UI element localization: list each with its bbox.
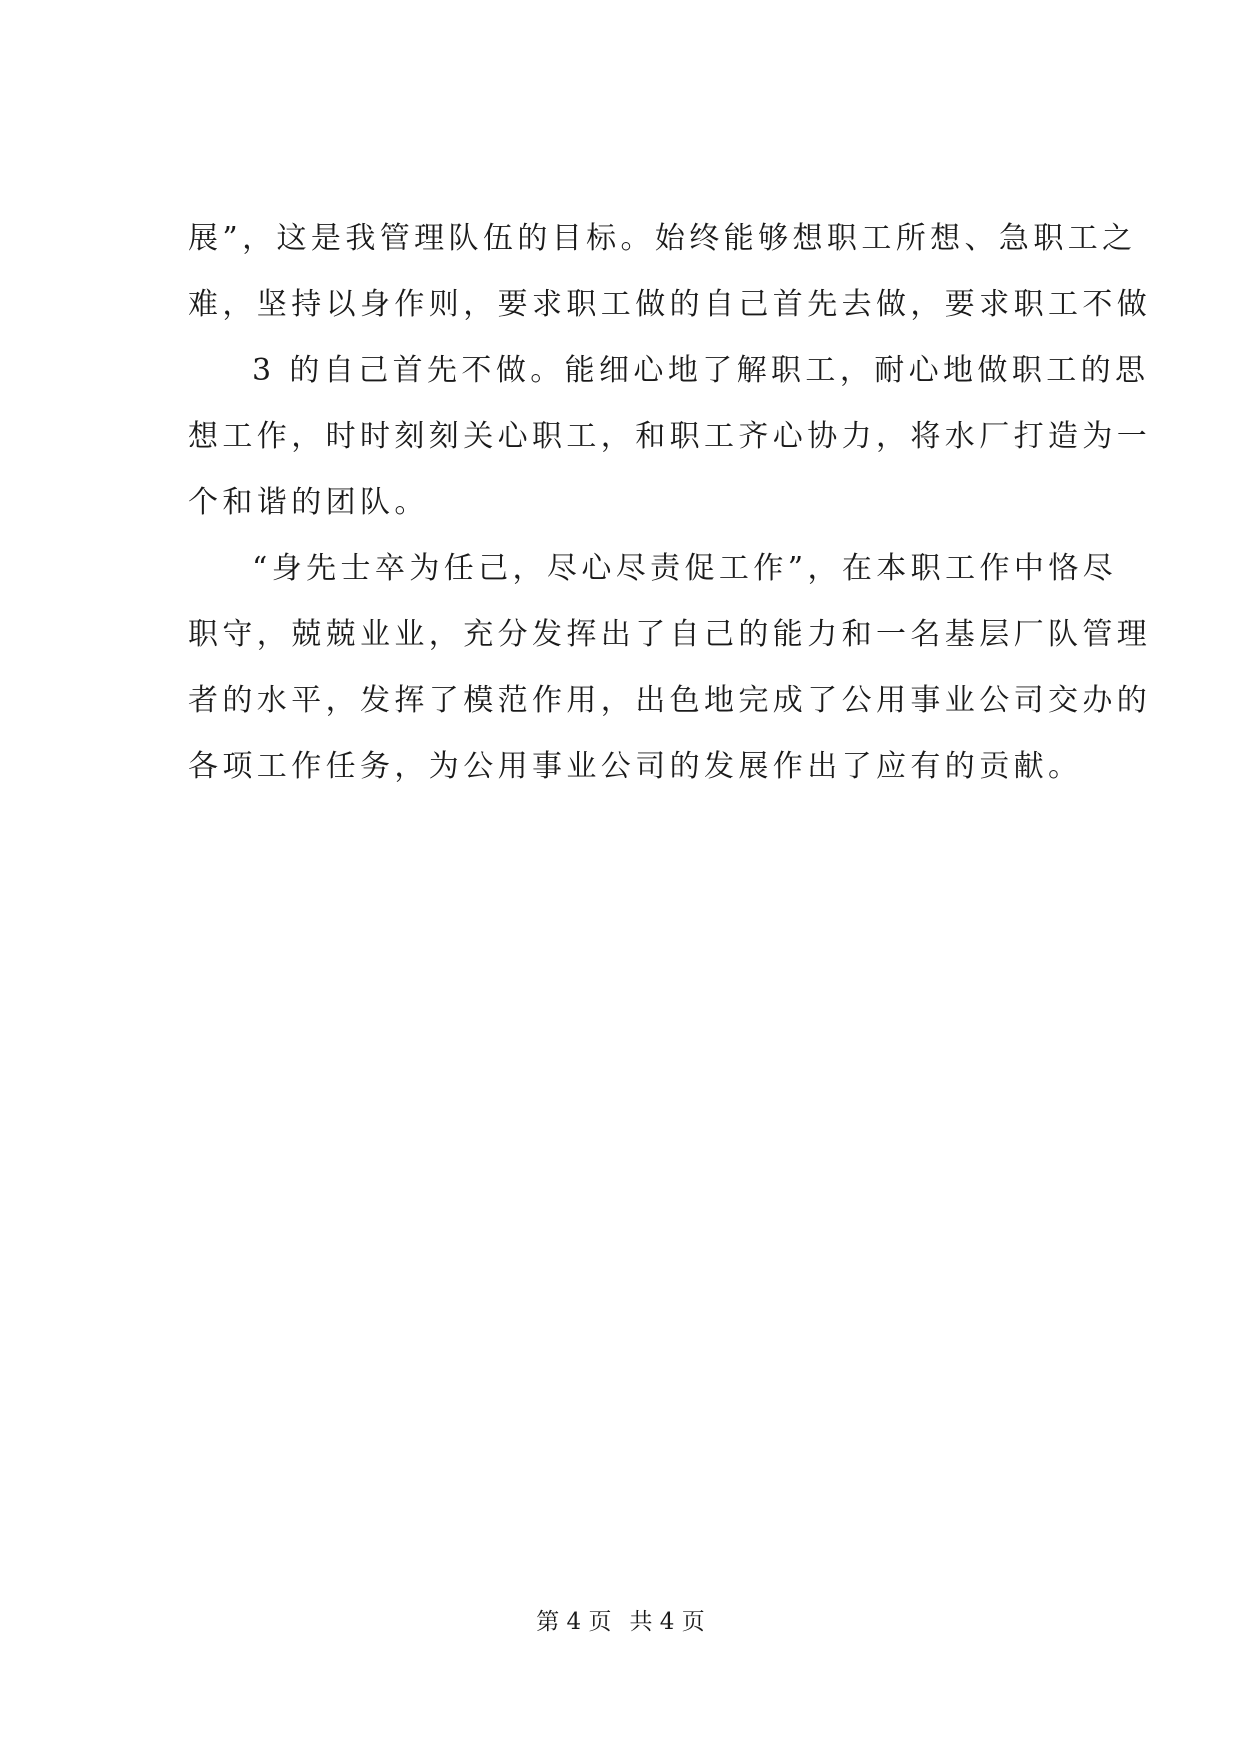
paragraph-line: 个和谐的团队。 [188,485,429,520]
paragraph-line: 者的水平，发挥了模范作用，出色地完成了公用事业公司交办的 [188,683,1152,718]
paragraph-line: 各项工作任务，为公用事业公司的发展作出了应有的贡献。 [188,749,1083,784]
page-footer [0,1607,1241,1637]
paragraph-line: 3 的自己首先不做。能细心地了解职工，耐心地做职工的思 [252,353,1150,388]
page-total: 共 4 页 [629,1609,705,1635]
paragraph-line: 想工作，时时刻刻关心职工，和职工齐心协力，将水厂打造为一 [188,419,1152,454]
paragraph-line: “身先士卒为任己，尽心尽责促工作”，在本职工作中恪尽 [252,551,1118,586]
body-text [188,206,1152,800]
paragraph-line: 难，坚持以身作则，要求职工做的自己首先去做，要求职工不做 [188,287,1152,322]
page-number: 第 4 页 [536,1609,612,1635]
paragraph-line: 职守，兢兢业业，充分发挥出了自己的能力和一名基层厂队管理 [188,617,1152,652]
paragraph-line: 展”，这是我管理队伍的目标。始终能够想职工所想、急职工之 [188,221,1137,256]
